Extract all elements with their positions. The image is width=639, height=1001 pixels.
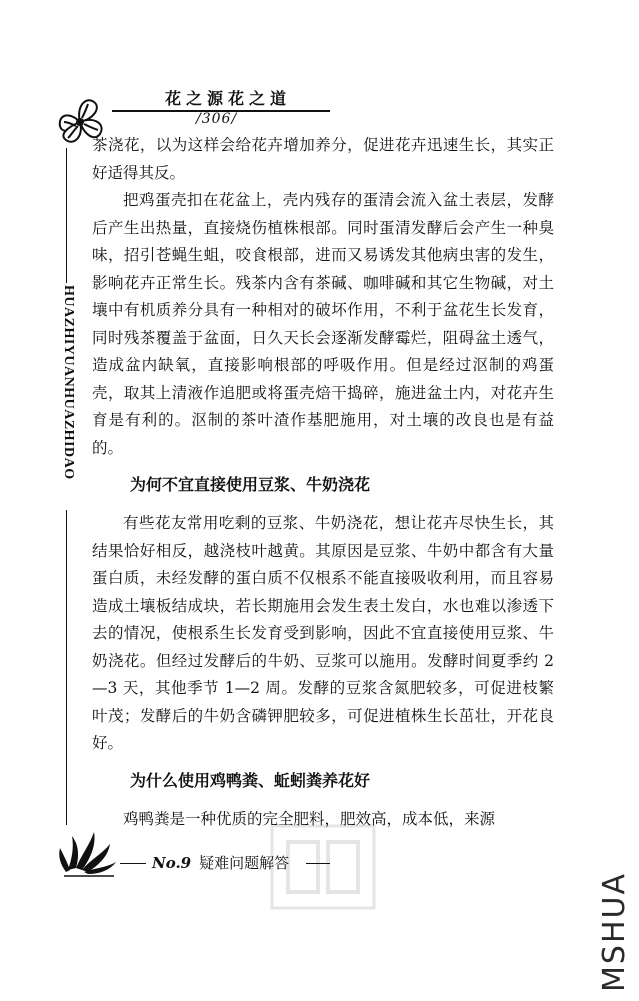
paragraph-eggshell-tea: 把鸡蛋壳扣在花盆上，壳内残存的蛋清会流入盆土表层，发酵后产生出热量，直接烧伤植株根部。同时蛋清发酵后会产生一种臭味，招引苍蝇生蛆，咬食根部，进而又易诱发其他病虫害的发生，影响花卉正常生长。残茶内含有茶碱、咖啡碱和其它生物碱，对土壤中有机质养分具有一种相对的破坏作用，不利于盆花生长发育，同时残茶覆盖于盆面，日久天长会逐渐发酵霉烂，阻碍盆土透气，造成盆内缺氧，直接影响根部的呼吸作用。但是经过沤制的鸡蛋壳，取其上清液作追肥或将蛋壳焙干捣碎，施进盆土内，对花卉生育是有利的。沤制的茶叶渣作基肥施用，对土壤的改良也是有益的。	[92, 191, 554, 457]
side-rule-bottom	[66, 510, 67, 825]
page-body	[92, 132, 554, 833]
section-heading-soymilk: 为何不宜直接使用豆浆、牛奶浇花	[130, 475, 371, 494]
footer-rule-right	[306, 863, 330, 864]
side-vertical-title: HUAZHIYUANHUAZHIDAO	[61, 285, 76, 480]
side-rule-top	[66, 148, 67, 283]
paragraph-continued: 茶浇花，以为这样会给花卉增加养分，促进花卉迅速生长，其实正好适得其反。	[92, 136, 554, 182]
chapter-number: No.9	[152, 854, 192, 872]
footer-rule-left	[120, 863, 146, 864]
chapter-title: 疑难问题解答	[199, 854, 290, 872]
running-footer	[152, 852, 289, 873]
watermark	[598, 872, 632, 992]
plant-ornament-icon	[54, 818, 124, 878]
paragraph-soymilk: 有些花友常用吃剩的豆浆、牛奶浇花，想让花卉尽快生长，其结果恰好相反，越浇枝叶越黄。其原因是豆浆、牛奶中都含有大量蛋白质，未经发酵的蛋白质不仅根系不能直接吸收利用，而且容易造成土壤板结成块，若长期施用会发生表土发白，水也难以渗透下去的情况，使根系生长发育受到影响，因此不宜直接使用豆浆、牛奶浇花。但经过发酵后的牛奶、豆浆可以施用。发酵时间夏季约 2—3 天，其他季节 1—2 周。发酵的豆浆含氮肥较多，可促进枝繁叶茂；发酵后的牛奶含磷钾肥较多，可促进植株生长茁壮，开花良好。	[92, 514, 554, 752]
running-header-title: 花之源花之道	[164, 89, 291, 108]
paragraph-manure: 鸡鸭粪是一种优质的完全肥料，肥效高，成本低，来源	[123, 809, 496, 828]
page-number: /306/	[196, 111, 238, 127]
watermark-text: MSHUA	[597, 872, 632, 992]
section-heading-manure: 为什么使用鸡鸭粪、蚯蚓粪养花好	[130, 770, 371, 790]
